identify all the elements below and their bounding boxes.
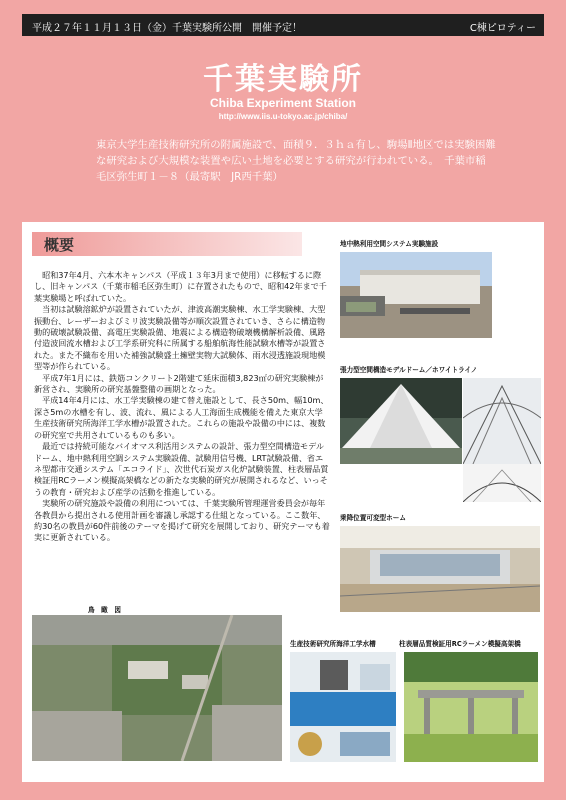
overview-paragraph: 平成7年1月には、鉄筋コンクリート2階建て延床面積3,823㎡の研究実験棟が新営され、実験所の研究基盤整備の画期となった。 bbox=[34, 372, 324, 395]
overview-paragraph: 平成14年4月には、水工学実験棟の建て替え施設として、長さ50m、幅10m、深さ5mの水槽を有し、波、流れ、風による人工海面生成機能を備えた東京大学生産技術研究所海洋工学水槽が設置された。これらの施設や設備の中には、複数の研究室で共用されているものも多い。 bbox=[34, 395, 329, 440]
dome-structure-photo bbox=[463, 464, 541, 502]
dome-caption: 張力型空間構造モデルドーム／ホワイトライノ bbox=[340, 366, 478, 374]
geothermal-photo bbox=[340, 252, 492, 338]
aerial-caption: 鳥 瞰 図 bbox=[88, 606, 121, 614]
overview-heading-band bbox=[32, 232, 302, 256]
station-url-link[interactable]: http://www.iis.u-tokyo.ac.jp/chiba/ bbox=[218, 112, 348, 121]
geothermal-caption: 地中熱利用空間システム実験施設 bbox=[340, 240, 439, 248]
ocean-tank-photo bbox=[290, 652, 396, 762]
page-subtitle: Chiba Experiment Station bbox=[209, 96, 357, 110]
dome-interior-photo bbox=[463, 378, 541, 464]
overview-paragraph: 昭和37年4月、六本木キャンパス（平成１３年3月まで使用）に移転するに際し、旧キャンパス（千葉市稲毛区弥生町）に存置されたもので、昭和42年まで千葉実験場と呼ばれていた。 bbox=[34, 270, 327, 303]
overview-paragraph: 当初は試験溶鉱炉が設置されていたが、津波高潮実験棟、水工学実験棟、大型振動台、レーザーおよびミリ波実験設備等が順次設置されていき、さらに構造物動的破壊試験設備、高電圧実験設備、地震による構造物破壊機構解析設備、風路付造波回流水槽および工学系研究科に所属する船舶航海性能試験水槽等が設置された。また不織布を用いた補強試験盛土擁壁実物大試験体、雨水浸透施設現地模型等が作られている。 bbox=[34, 304, 326, 372]
intro-text: 東京大学生産技術研究所の附属施設で、面積９．３ｈａ有し、駒場Ⅱ地区では実験困難な研究および大規模な装置や広い土地を必要とする研究が行われている。 千葉市稲毛区弥生町１－８（最寄駅 JR西千葉） bbox=[96, 139, 496, 183]
announcement-bar bbox=[22, 14, 544, 36]
viaduct-photo bbox=[404, 652, 538, 762]
overview-heading: 概要 bbox=[44, 236, 75, 254]
viaduct-caption: 柱表層品質検証用RCラーメン模擬高架橋 bbox=[399, 640, 521, 648]
platform-caption: 乗降位置可変型ホーム bbox=[340, 514, 406, 522]
announcement-text: 平成２７年１１月１３日（金）千葉実験所公開 開催予定！ bbox=[32, 23, 302, 34]
footer-text: 東京大学生産技術研究所 bbox=[241, 772, 325, 781]
venue-text: C棟ピロティー bbox=[469, 23, 536, 34]
dome-photo bbox=[340, 378, 462, 464]
aerial-photo bbox=[32, 615, 282, 761]
ocean-tank-caption: 生産技術研究所海洋工学水槽 bbox=[290, 640, 376, 648]
overview-body bbox=[34, 270, 330, 544]
overview-paragraph: 最近では持続可能なバイオマス利活用システムの設計、張力型空間構造モデルドーム、地中熱利用空調システム実験設備、試験用信号機、LRT試験設備、省エネ型都市交通システム「エコライド」、次世代石炭ガス化炉試験装置、柱表層品質検証用RCラーメン模擬高架橋などの新たな実験的研究が展開されるなど、いっそうの教育・研究および産学の活動を推進している。 bbox=[34, 441, 329, 497]
overview-paragraph: 実験所の研究施設や設備の利用については、千葉実験所管理運営委員会が毎年各教員から提出される使用計画を審議し承認する仕組となっている。ここ数年、約30名の教員が60件前後のテーマを掲げて研究を展開しており、研究テーマも着実に更新されている。 bbox=[34, 498, 330, 543]
platform-photo bbox=[340, 526, 540, 612]
page-title: 千葉実験所 bbox=[203, 62, 363, 97]
